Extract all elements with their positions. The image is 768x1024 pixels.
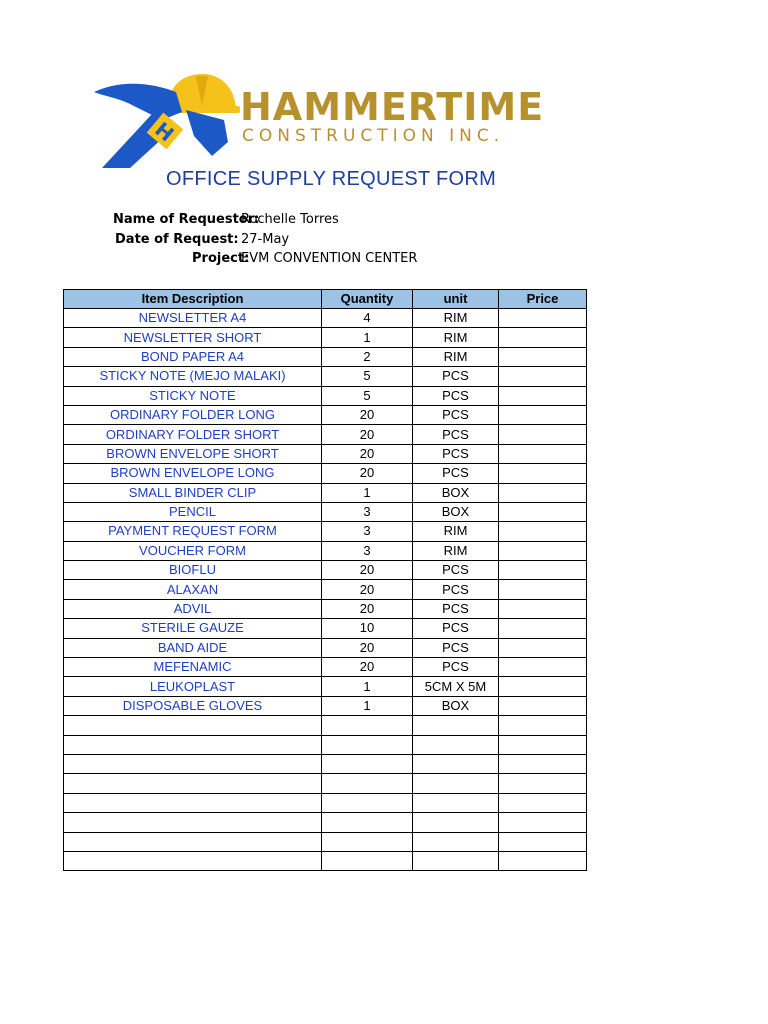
table-row <box>64 444 587 463</box>
header-item-description: Item Description <box>64 290 322 309</box>
price-cell <box>499 638 587 657</box>
quantity-cell <box>322 716 413 735</box>
unit-cell: RIM <box>413 328 499 347</box>
unit-cell: PCS <box>413 619 499 638</box>
quantity-cell: 1 <box>322 328 413 347</box>
item-description-cell: VOUCHER FORM <box>64 541 322 560</box>
item-description-cell: BOND PAPER A4 <box>64 347 322 366</box>
table-row <box>64 813 587 832</box>
item-description-cell: NEWSLETTER A4 <box>64 309 322 328</box>
unit-cell <box>413 754 499 773</box>
item-description-cell <box>64 774 322 793</box>
project-label: Project: <box>192 251 250 266</box>
unit-cell: PCS <box>413 367 499 386</box>
item-description-cell: BROWN ENVELOPE SHORT <box>64 444 322 463</box>
table-row <box>64 580 587 599</box>
unit-cell: PCS <box>413 425 499 444</box>
price-cell <box>499 483 587 502</box>
quantity-cell: 20 <box>322 425 413 444</box>
unit-cell: PCS <box>413 561 499 580</box>
table-row <box>64 502 587 521</box>
price-cell <box>499 793 587 812</box>
table-row <box>64 599 587 618</box>
quantity-cell: 1 <box>322 696 413 715</box>
unit-cell: PCS <box>413 444 499 463</box>
table-row <box>64 561 587 580</box>
item-description-cell <box>64 754 322 773</box>
quantity-cell: 20 <box>322 658 413 677</box>
table-row <box>64 832 587 851</box>
price-cell <box>499 735 587 754</box>
table-header-row <box>64 290 587 309</box>
table-row <box>64 464 587 483</box>
quantity-cell <box>322 793 413 812</box>
quantity-cell <box>322 813 413 832</box>
hammer-head-icon <box>94 84 182 120</box>
quantity-cell: 5 <box>322 386 413 405</box>
item-description-cell <box>64 735 322 754</box>
price-cell <box>499 502 587 521</box>
unit-cell <box>413 735 499 754</box>
quantity-cell: 3 <box>322 522 413 541</box>
price-cell <box>499 405 587 424</box>
requestor-label: Name of Requestor: <box>113 212 260 227</box>
table-row <box>64 541 587 560</box>
unit-cell: PCS <box>413 638 499 657</box>
unit-cell: PCS <box>413 464 499 483</box>
quantity-cell: 20 <box>322 561 413 580</box>
table-row <box>64 405 587 424</box>
logo-h-letter: H <box>150 117 179 147</box>
unit-cell <box>413 832 499 851</box>
price-cell <box>499 716 587 735</box>
price-cell <box>499 658 587 677</box>
price-cell <box>499 599 587 618</box>
project-value: EVM CONVENTION CENTER <box>241 251 418 266</box>
quantity-cell: 20 <box>322 599 413 618</box>
table-row <box>64 774 587 793</box>
table-row <box>64 309 587 328</box>
unit-cell: BOX <box>413 502 499 521</box>
quantity-cell: 4 <box>322 309 413 328</box>
unit-cell: RIM <box>413 522 499 541</box>
unit-cell: BOX <box>413 483 499 502</box>
price-cell <box>499 754 587 773</box>
unit-cell <box>413 851 499 870</box>
unit-cell: BOX <box>413 696 499 715</box>
quantity-cell <box>322 735 413 754</box>
quantity-cell <box>322 774 413 793</box>
table-row <box>64 638 587 657</box>
price-cell <box>499 851 587 870</box>
item-description-cell: ORDINARY FOLDER SHORT <box>64 425 322 444</box>
table-row <box>64 522 587 541</box>
table-row <box>64 483 587 502</box>
unit-cell: PCS <box>413 599 499 618</box>
quantity-cell: 3 <box>322 502 413 521</box>
quantity-cell: 1 <box>322 483 413 502</box>
item-description-cell: STICKY NOTE (MEJO MALAKI) <box>64 367 322 386</box>
company-name: HAMMERTIME <box>240 85 545 129</box>
quantity-cell <box>322 832 413 851</box>
item-description-cell <box>64 813 322 832</box>
price-cell <box>499 309 587 328</box>
table-row <box>64 619 587 638</box>
unit-cell: RIM <box>413 347 499 366</box>
date-value: 27-May <box>241 232 290 247</box>
price-cell <box>499 522 587 541</box>
header-unit: unit <box>413 290 499 309</box>
item-description-cell: NEWSLETTER SHORT <box>64 328 322 347</box>
unit-cell: 5CM X 5M <box>413 677 499 696</box>
table-row <box>64 754 587 773</box>
unit-cell: PCS <box>413 658 499 677</box>
table-row <box>64 716 587 735</box>
item-description-cell: ADVIL <box>64 599 322 618</box>
supply-table <box>63 289 587 871</box>
table-row <box>64 735 587 754</box>
price-cell <box>499 347 587 366</box>
price-cell <box>499 832 587 851</box>
company-subtitle: CONSTRUCTION INC. <box>242 126 505 146</box>
quantity-cell: 20 <box>322 638 413 657</box>
header-quantity: Quantity <box>322 290 413 309</box>
item-description-cell: PAYMENT REQUEST FORM <box>64 522 322 541</box>
price-cell <box>499 696 587 715</box>
item-description-cell: SMALL BINDER CLIP <box>64 483 322 502</box>
item-description-cell: LEUKOPLAST <box>64 677 322 696</box>
price-cell <box>499 580 587 599</box>
item-description-cell <box>64 716 322 735</box>
quantity-cell: 10 <box>322 619 413 638</box>
price-cell <box>499 677 587 696</box>
price-cell <box>499 328 587 347</box>
unit-cell: RIM <box>413 541 499 560</box>
price-cell <box>499 444 587 463</box>
unit-cell: RIM <box>413 309 499 328</box>
table-row <box>64 328 587 347</box>
unit-cell <box>413 716 499 735</box>
table-row <box>64 696 587 715</box>
quantity-cell: 5 <box>322 367 413 386</box>
table-row <box>64 347 587 366</box>
unit-cell: PCS <box>413 386 499 405</box>
item-description-cell: BIOFLU <box>64 561 322 580</box>
table-row <box>64 677 587 696</box>
quantity-cell: 1 <box>322 677 413 696</box>
item-description-cell: ALAXAN <box>64 580 322 599</box>
requestor-value: Rochelle Torres <box>241 212 339 227</box>
unit-cell: PCS <box>413 580 499 599</box>
price-cell <box>499 619 587 638</box>
price-cell <box>499 386 587 405</box>
unit-cell <box>413 793 499 812</box>
price-cell <box>499 367 587 386</box>
quantity-cell: 3 <box>322 541 413 560</box>
item-description-cell <box>64 832 322 851</box>
table-row <box>64 658 587 677</box>
unit-cell <box>413 774 499 793</box>
form-title: OFFICE SUPPLY REQUEST FORM <box>166 168 497 190</box>
item-description-cell: ORDINARY FOLDER LONG <box>64 405 322 424</box>
date-label: Date of Request: <box>115 232 239 247</box>
item-description-cell: DISPOSABLE GLOVES <box>64 696 322 715</box>
item-description-cell <box>64 793 322 812</box>
quantity-cell <box>322 754 413 773</box>
quantity-cell <box>322 851 413 870</box>
item-description-cell: MEFENAMIC <box>64 658 322 677</box>
quantity-cell: 20 <box>322 464 413 483</box>
quantity-cell: 20 <box>322 580 413 599</box>
table-row <box>64 793 587 812</box>
item-description-cell <box>64 851 322 870</box>
item-description-cell: STICKY NOTE <box>64 386 322 405</box>
quantity-cell: 20 <box>322 444 413 463</box>
table-row <box>64 425 587 444</box>
item-description-cell: BAND AIDE <box>64 638 322 657</box>
table-row <box>64 367 587 386</box>
item-description-cell: BROWN ENVELOPE LONG <box>64 464 322 483</box>
price-cell <box>499 464 587 483</box>
item-description-cell: STERILE GAUZE <box>64 619 322 638</box>
quantity-cell: 2 <box>322 347 413 366</box>
unit-cell: PCS <box>413 405 499 424</box>
price-cell <box>499 813 587 832</box>
quantity-cell: 20 <box>322 405 413 424</box>
hammer-helmet-logo-icon <box>90 70 240 170</box>
price-cell <box>499 541 587 560</box>
price-cell <box>499 774 587 793</box>
price-cell <box>499 425 587 444</box>
header-price: Price <box>499 290 587 309</box>
table-row <box>64 851 587 870</box>
unit-cell <box>413 813 499 832</box>
table-row <box>64 386 587 405</box>
price-cell <box>499 561 587 580</box>
item-description-cell: PENCIL <box>64 502 322 521</box>
